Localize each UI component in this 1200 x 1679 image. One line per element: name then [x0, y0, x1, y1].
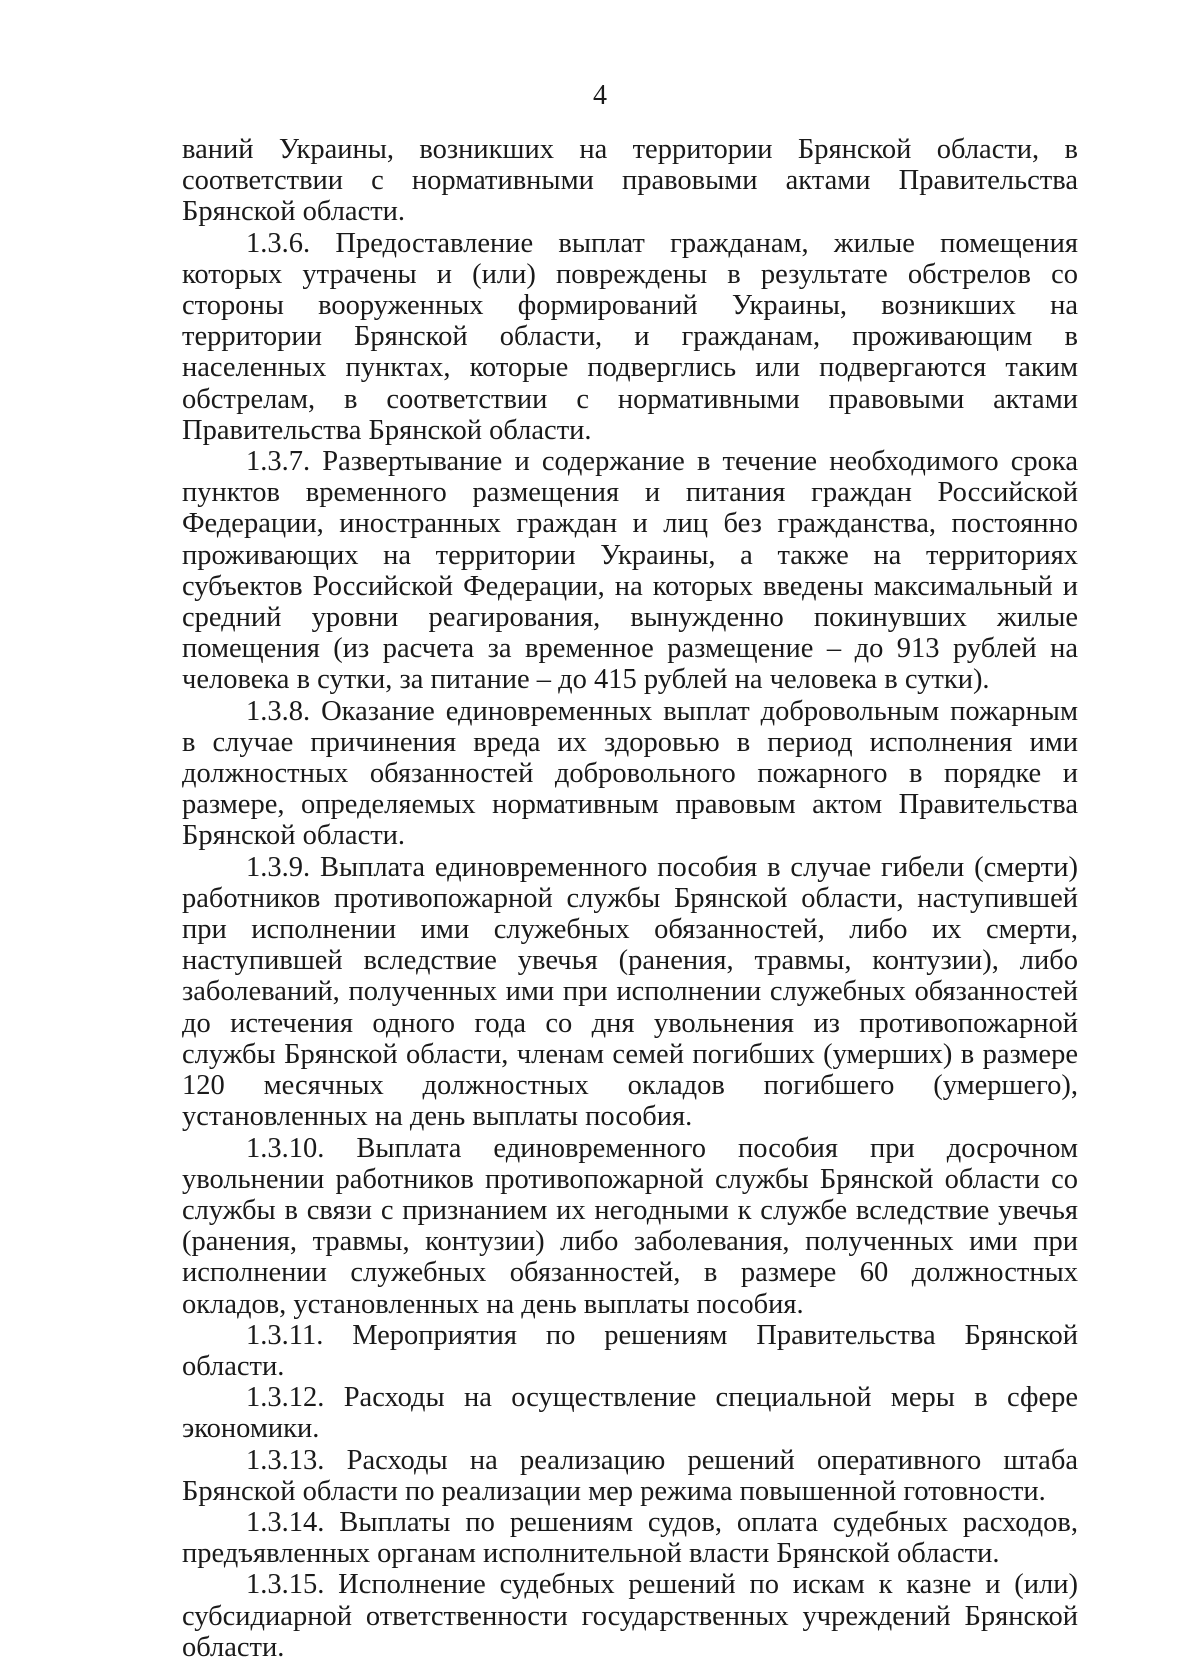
paragraph-1-3-15: 1.3.15. Исполнение судебных решений по искам к казне и (или) субсидиарной ответственности государственных учреждений Брянской области.	[182, 1569, 1078, 1663]
page-number: 4	[593, 80, 607, 111]
paragraph-1-3-9: 1.3.9. Выплата единовременного пособия в случае гибели (смерти) работников противопожарной службы Брянской области, наступившей при исполнении ими служебных обязанностей, либо их смерти, наступившей вследствие увечья (ранения, травмы, контузии), либо заболеваний, полученных ими при исполнении служебных обязанностей до истечения одного года со дня увольнения из противопожарной службы Брянской области, членам семей погибших (умерших) в размере 120 месячных должностных окладов погибшего (умершего), установленных на день выплаты пособия.	[182, 851, 1078, 1133]
paragraph-1-3-7: 1.3.7. Развертывание и содержание в течение необходимого срока пунктов временного размещения и питания граждан Российской Федерации, иностранных граждан и лиц без гражданства, постоянно проживающих на территории Украины, а также на территориях субъектов Российской Федерации, на которых введены максимальный и средний уровни реагирования, вынужденно покинувших жилые помещения (из расчета за временное размещение – до 913 рублей на человека в сутки, за питание – до 415 рублей на человека в сутки).	[182, 446, 1078, 696]
paragraph-1-3-10: 1.3.10. Выплата единовременного пособия при досрочном увольнении работников противопожарной службы Брянской области со службы в связи с признанием их негодными к службе вследствие увечья (ранения, травмы, контузии) либо заболевания, полученных ими при исполнении служебных обязанностей, в размере 60 должностных окладов, установленных на день выплаты пособия.	[182, 1132, 1078, 1320]
paragraph-1-3-6: 1.3.6. Предоставление выплат гражданам, жилые помещения которых утрачены и (или) повреждены в результате обстрелов со стороны вооруженных формирований Украины, возникших на территории Брянской области, и гражданам, проживающим в населенных пунктах, которые подверглись или подвергаются таким обстрелам, в соответствии с нормативными правовыми актами Правительства Брянской области.	[182, 227, 1078, 446]
paragraph-1-3-14: 1.3.14. Выплаты по решениям судов, оплата судебных расходов, предъявленных органам исполнительной власти Брянской области.	[182, 1506, 1078, 1570]
paragraph-1-3-8: 1.3.8. Оказание единовременных выплат добровольным пожарным в случае причинения вреда их здоровью в период исполнения ими должностных обязанностей добровольного пожарного в порядке и размере, определяемых нормативным правовым актом Правительства Брянской области.	[182, 695, 1078, 852]
paragraph-continuation: ваний Украины, возникших на территории Брянской области, в соответствии с нормативными правовыми актами Правительства Брянской области.	[182, 134, 1078, 228]
paragraph-1-3-12: 1.3.12. Расходы на осуществление специальной меры в сфере экономики.	[182, 1382, 1078, 1445]
document-body	[182, 134, 1078, 1663]
paragraph-1-3-13: 1.3.13. Расходы на реализацию решений оперативного штаба Брянской области по реализации мер режима повышенной готовности.	[182, 1444, 1078, 1507]
paragraph-1-3-11: 1.3.11. Мероприятия по решениям Правительства Брянской области.	[182, 1319, 1078, 1382]
